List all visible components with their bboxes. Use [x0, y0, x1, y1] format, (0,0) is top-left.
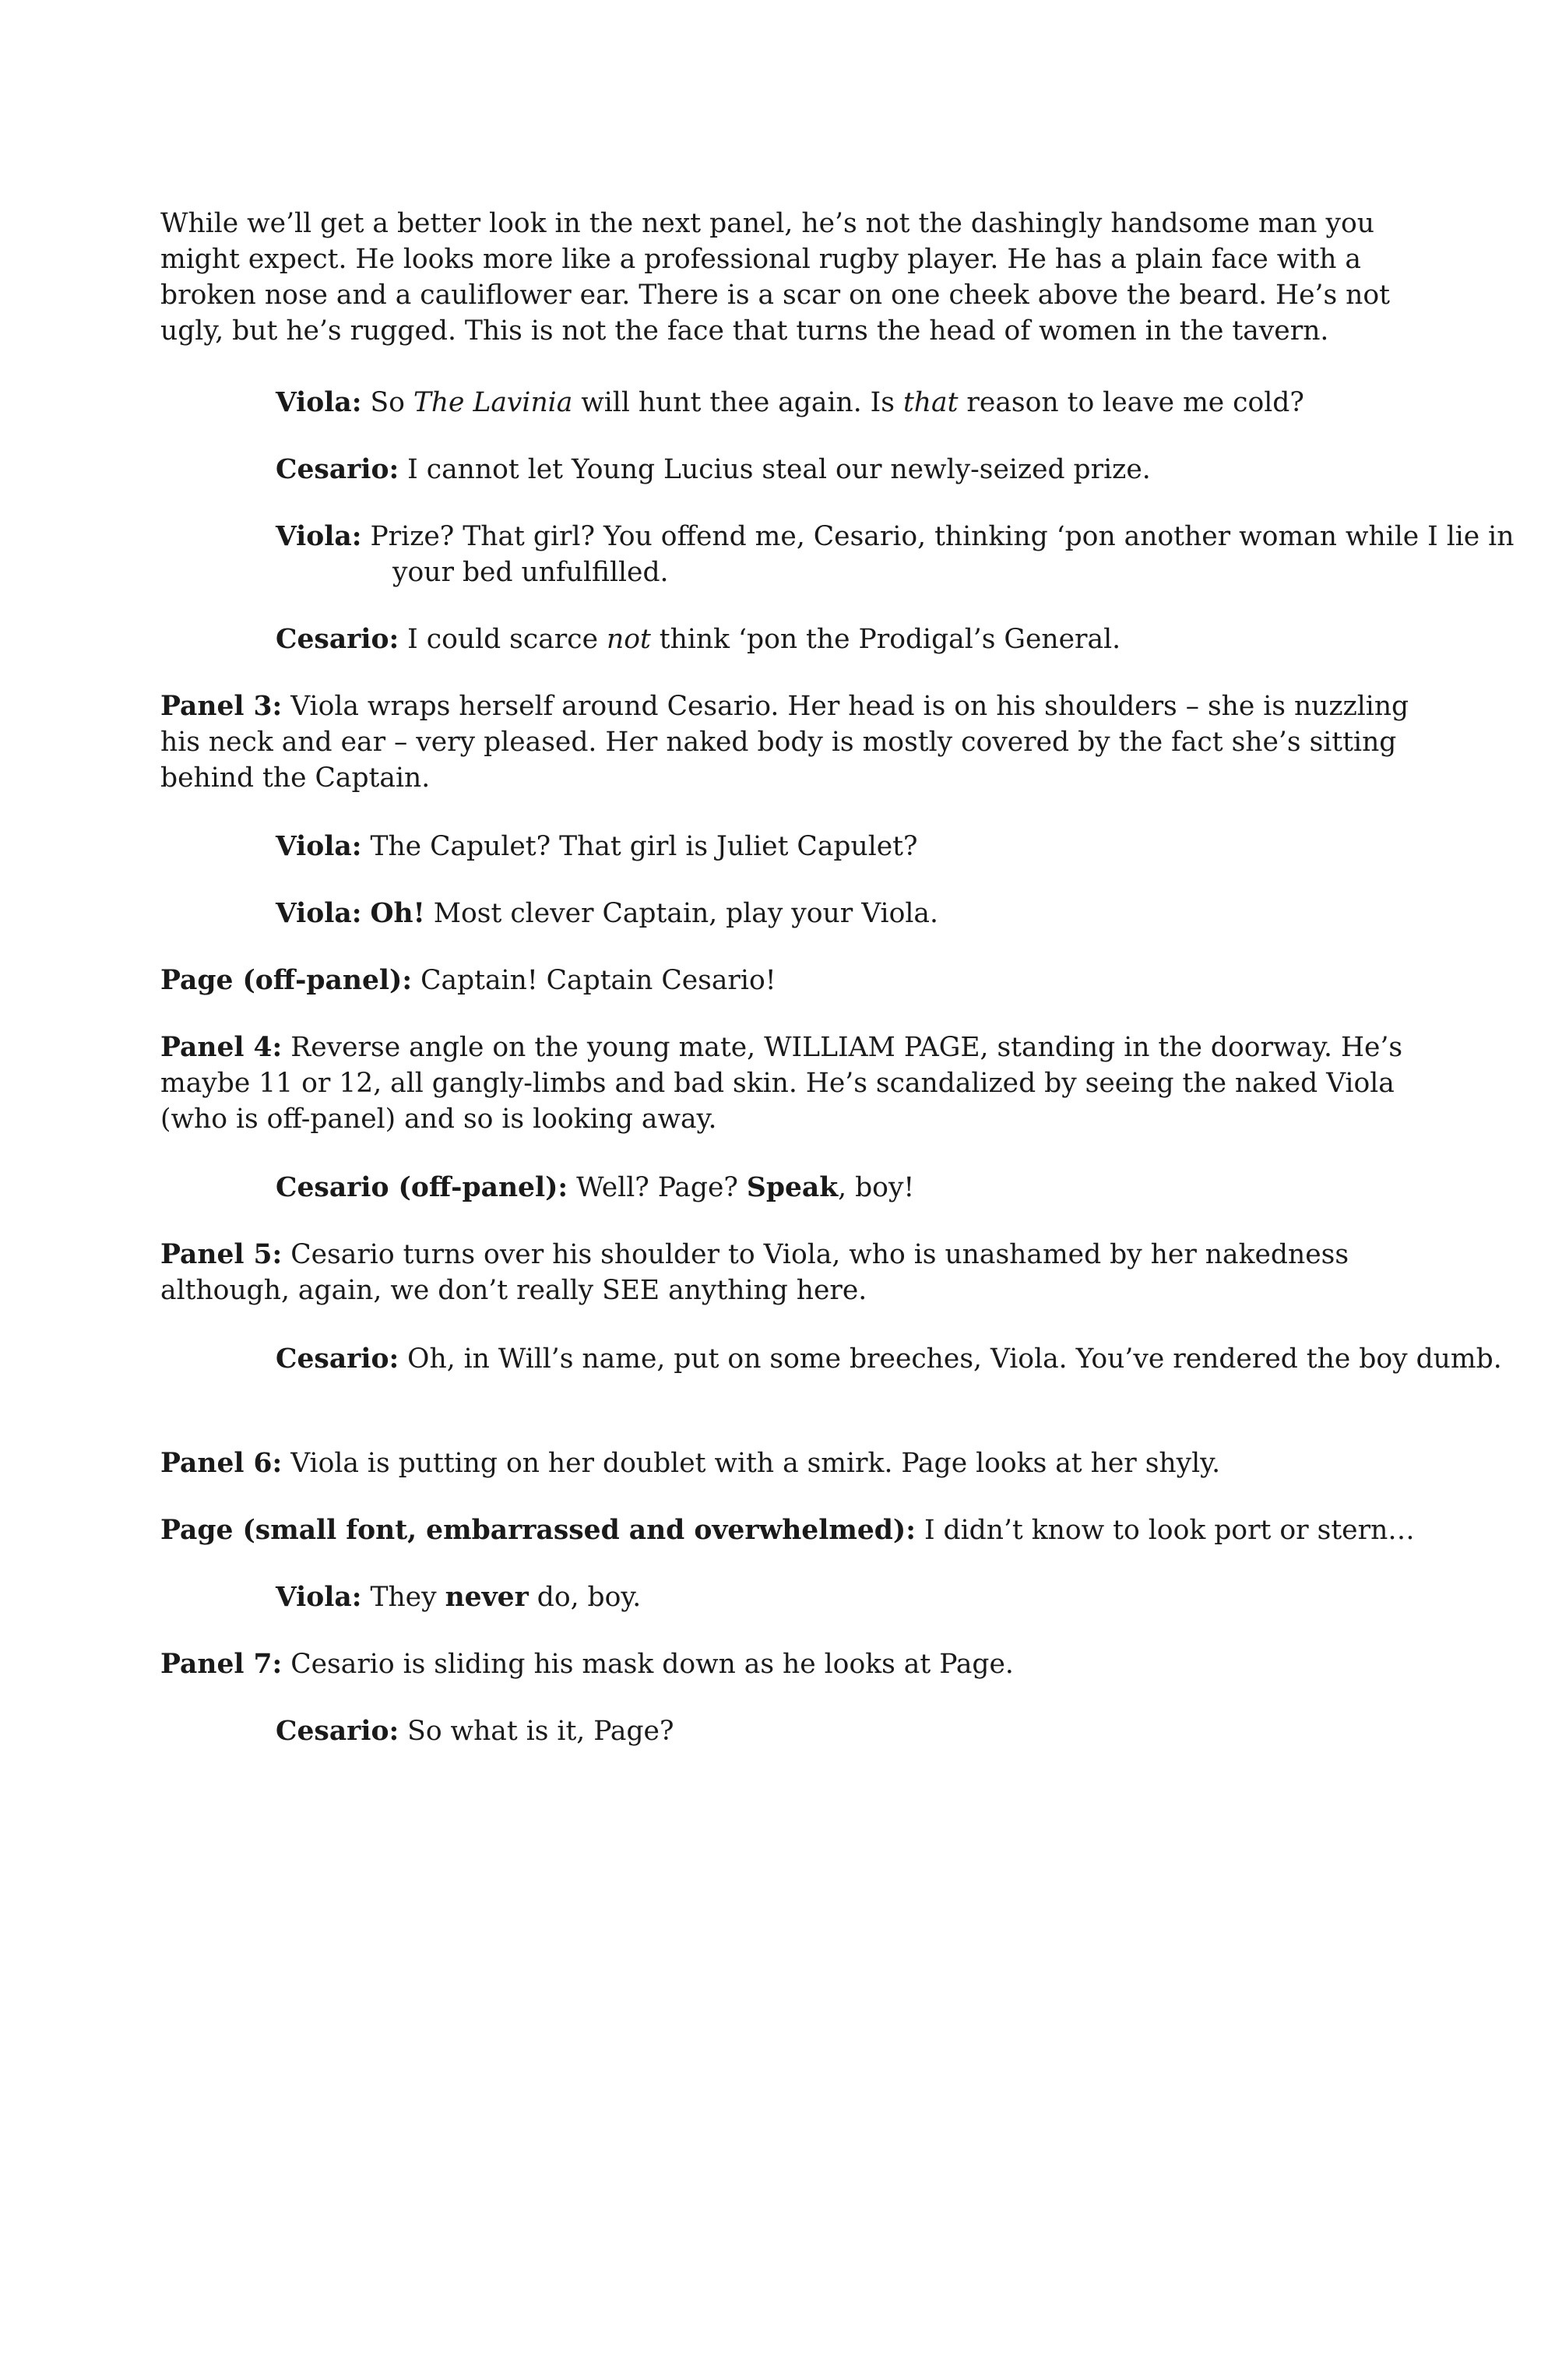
text-run: So	[361, 387, 413, 418]
text-run: Cesario is sliding his mask down as he looks at Page.	[282, 1649, 1014, 1680]
panel-description	[160, 688, 1422, 796]
text-run: Cesario turns over his shoulder to Viola, who is unashamed by her nakedness although, again, we don’t really SEE anything here.	[160, 1239, 1349, 1306]
panel-description	[160, 1445, 1422, 1481]
speaker-label: Viola:	[276, 521, 362, 552]
dialogue-line	[276, 1579, 1537, 1615]
panel-description	[160, 1646, 1422, 1682]
speaker-label: Cesario:	[276, 454, 399, 485]
speaker-label: Panel 4:	[160, 1032, 283, 1063]
speaker-label: Viola:	[276, 387, 362, 418]
emphasis-bold: never	[445, 1582, 529, 1613]
text-run: So what is it, Page?	[399, 1716, 674, 1747]
speaker-label: Panel 6:	[160, 1448, 283, 1479]
panel-description	[160, 1030, 1422, 1137]
dialogue-line	[276, 452, 1537, 488]
text-run: , boy!	[838, 1172, 915, 1203]
text-run: While we’ll get a better look in the next panel, he’s not the dashingly handsome man you might expect. He looks more like a professional rugby player. He has a plain face with a broken nose and a cauliflower ear. There is a scar on one cheek above the beard. He’s not ugly, but he’s rugged. This is not the face that turns the head of women in the tavern.	[160, 208, 1391, 347]
dialogue-line	[276, 621, 1537, 657]
dialogue-line	[276, 385, 1537, 421]
speaker-label: Cesario:	[276, 624, 399, 655]
text-run: Well? Page?	[568, 1172, 747, 1203]
emphasis-italic: that	[902, 387, 959, 418]
speaker-label: Page (small font, embarrassed and overwhelmed):	[160, 1515, 916, 1546]
dialogue-line	[160, 1512, 1422, 1548]
emphasis-bold: Speak	[746, 1172, 839, 1203]
dialogue-line	[276, 896, 1537, 931]
emphasis-italic: not	[606, 624, 651, 655]
speaker-label: Panel 5:	[160, 1239, 283, 1270]
speaker-label: Viola:	[276, 1582, 362, 1613]
speaker-label: Panel 7:	[160, 1649, 283, 1680]
emphasis-italic: The Lavinia	[413, 387, 573, 418]
text-run: They	[361, 1582, 445, 1613]
emphasis-bold: Oh!	[370, 898, 425, 929]
text-run: Reverse angle on the young mate, WILLIAM PAGE, standing in the doorway. He’s maybe 11 or 12, all gangly-limbs and bad skin. He’s scandalized by seeing the naked Viola (who is off-panel) and so is looking away.	[160, 1032, 1403, 1135]
speaker-label: Viola:	[276, 831, 362, 862]
text-run: Prize? That girl? You offend me, Cesario, thinking ‘pon another woman while I lie in your bed unfulfilled.	[361, 521, 1515, 588]
text-run: I didn’t know to look port or stern…	[915, 1515, 1415, 1546]
speaker-label: Page (off-panel):	[160, 965, 413, 996]
speaker-label: Cesario:	[276, 1343, 399, 1375]
text-run: Oh, in Will’s name, put on some breeches, Viola. You’ve rendered the boy dumb.	[399, 1343, 1502, 1375]
text-run: think ‘pon the Prodigal’s General.	[650, 624, 1121, 655]
text-run	[361, 898, 370, 929]
text-run: Viola wraps herself around Cesario. Her head is on his shoulders – she is nuzzling his neck and ear – very pleased. Her naked body is mostly covered by the fact she’s sitting behind the Captain.	[160, 691, 1409, 794]
dialogue-line	[276, 1713, 1537, 1749]
text-run: will hunt thee again. Is	[572, 387, 903, 418]
dialogue-line	[160, 963, 1422, 998]
text-run: Viola is putting on her doublet with a smirk. Page looks at her shyly.	[282, 1448, 1221, 1479]
text-run: reason to leave me cold?	[958, 387, 1304, 418]
text-run: I cannot let Young Lucius steal our newly-seized prize.	[399, 454, 1151, 485]
narration-paragraph	[160, 206, 1422, 349]
text-run: Most clever Captain, play your Viola.	[424, 898, 938, 929]
text-run: Captain! Captain Cesario!	[412, 965, 776, 996]
dialogue-line	[276, 829, 1537, 864]
dialogue-line	[276, 519, 1537, 590]
speaker-label: Cesario (off-panel):	[276, 1172, 568, 1203]
dialogue-line	[276, 1170, 1537, 1206]
text-run: do, boy.	[528, 1582, 642, 1613]
text-run: I could scarce	[399, 624, 607, 655]
speaker-label: Panel 3:	[160, 691, 283, 722]
panel-description	[160, 1237, 1422, 1308]
dialogue-line	[276, 1341, 1537, 1377]
text-run: The Capulet? That girl is Juliet Capulet?	[361, 831, 918, 862]
speaker-label: Cesario:	[276, 1716, 399, 1747]
speaker-label: Viola:	[276, 898, 362, 929]
